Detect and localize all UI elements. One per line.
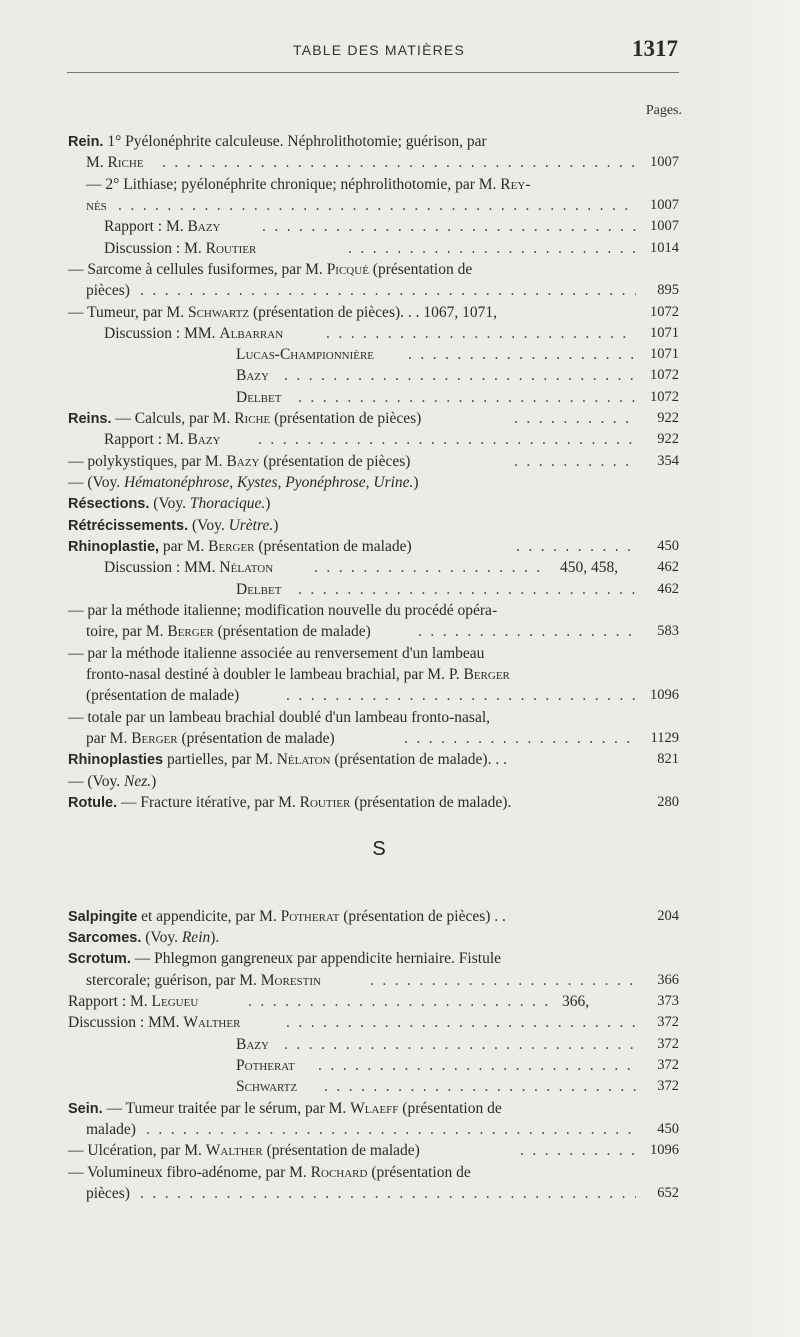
entry-text: [68, 792, 511, 814]
entry-text: [86, 728, 335, 749]
entry-text: [86, 621, 371, 642]
entry-text: [86, 1183, 130, 1204]
dot-leader: [326, 323, 636, 344]
entry-text: [86, 174, 530, 195]
entry-text-part: M.: [86, 154, 108, 171]
page-ref: 1129: [650, 730, 679, 746]
entry-text: [68, 906, 506, 928]
page-ref: 1007: [650, 218, 679, 234]
dot-leader: [284, 365, 636, 386]
entry-author: Bazy: [236, 367, 269, 384]
entry-text-part: par M.: [159, 538, 209, 555]
entry-text: [68, 749, 507, 771]
entry-text-part: (présentation de: [368, 261, 473, 278]
entry-crossref: Urètre.: [228, 517, 274, 534]
entry-text: [86, 195, 107, 216]
entry-keyword: Scrotum.: [68, 951, 131, 967]
index-entry: [0, 238, 800, 259]
entry-text-part: (présentation de malade). . .: [330, 751, 507, 768]
page-ref: 1096: [650, 1142, 679, 1158]
entry-text-part: (Voy.: [188, 517, 229, 534]
index-entry: [0, 728, 800, 749]
pages-column-label: Pages.: [645, 103, 682, 118]
page-ref: 462: [657, 581, 679, 597]
header-rule: [67, 72, 679, 73]
entry-text: [68, 536, 412, 558]
index-entry: [0, 451, 800, 472]
dot-leader: [348, 238, 636, 259]
dot-leader: [162, 152, 636, 173]
page-ref: 1071: [650, 346, 679, 362]
entry-keyword: Rhinoplastie,: [68, 539, 160, 555]
entry-text-part: — Tumeur traitée par le sérum, par M.: [102, 1100, 351, 1117]
index-entry: [0, 365, 800, 386]
entry-text-part: (présentation de pièces): [259, 453, 411, 470]
index-entry: [0, 174, 800, 195]
entry-text-part: fronto-nasal destiné à doubler le lambeau brachial, par M. P.: [86, 666, 464, 683]
entry-text-part: (présentation de pièces) . .: [339, 908, 506, 925]
entry-keyword: Rotule.: [68, 795, 118, 811]
entry-text-part: stercorale; guérison, par M.: [86, 972, 261, 989]
page-ref: 280: [657, 794, 679, 810]
entry-author: Rey-: [500, 176, 531, 193]
index-entry: [0, 344, 800, 365]
entry-author: Schwartz: [187, 304, 250, 321]
entry-author: Bazy: [236, 1036, 269, 1053]
entry-text-part: (présentation de malade): [213, 623, 371, 640]
entry-text-part: — Sarcome à cellules fusiformes, par M.: [68, 261, 327, 278]
index-entry: [0, 970, 800, 991]
entry-text: [236, 579, 281, 600]
dot-leader: [418, 621, 636, 642]
index-entry: [0, 749, 800, 770]
entry-text-part: ): [413, 474, 419, 491]
page-ref: 821: [657, 751, 679, 767]
entry-author: Bazy: [187, 218, 221, 235]
entry-text: [236, 1055, 295, 1076]
entry-text: [68, 948, 501, 970]
index-entry: [0, 472, 800, 493]
index-entry: [0, 792, 800, 813]
entry-text: [236, 1034, 269, 1055]
entry-keyword: Résections.: [68, 496, 150, 512]
page-ref: 354: [657, 453, 679, 469]
entry-author: Morestin: [260, 972, 321, 989]
index-entry: [0, 216, 800, 237]
entry-keyword: Sarcomes.: [68, 930, 142, 946]
entry-crossref: Nez.: [123, 773, 152, 790]
dot-leader: [370, 970, 636, 991]
entry-text: [68, 991, 198, 1012]
entry-text: [104, 238, 256, 259]
dot-leader: [262, 216, 636, 237]
page-ref: 1096: [650, 687, 679, 703]
entry-text-part: — (Voy.: [68, 773, 124, 790]
entry-text-part: (présentation de malade): [86, 687, 240, 704]
entry-text-part: (présentation de pièces): [270, 410, 422, 427]
entry-crossref: Thoracique.: [189, 495, 266, 512]
page-ref: 1072: [650, 304, 679, 320]
index-entry: [0, 685, 800, 706]
entry-text-part: malade): [86, 1121, 136, 1138]
page-ref: 450: [657, 538, 679, 554]
index-entry: [0, 408, 800, 429]
entry-page-range: 450, 458,: [560, 559, 619, 576]
entry-keyword: Sein.: [68, 1101, 103, 1117]
dot-leader: [258, 429, 636, 450]
entry-text-part: — par la méthode italienne; modification nouvelle du procédé opéra-: [68, 602, 498, 619]
index-entry: [0, 1140, 800, 1161]
entry-author: Riche: [234, 410, 271, 427]
entry-text-part: — 2° Lithiase; pyélonéphrite chronique; néphrolithotomie, par M.: [86, 176, 501, 193]
entry-text-part: ): [151, 773, 157, 790]
page-ref: 373: [657, 993, 679, 1009]
entry-text: [68, 408, 421, 430]
index-entry: [0, 323, 800, 344]
entry-crossref: Hématonéphrose, Kystes, Pyonéphrose, Urine.: [123, 474, 414, 491]
entry-author: Walther: [205, 1142, 263, 1159]
entry-text-part: (présentation de malade): [254, 538, 412, 555]
index-entry: [0, 152, 800, 173]
entry-text: [86, 280, 130, 301]
running-header-title: TABLE DES MATIÈRES: [292, 42, 465, 58]
index-entry: [0, 579, 800, 600]
index-entry: [0, 131, 800, 152]
dot-leader: [324, 1076, 636, 1097]
page-ref: 372: [657, 1036, 679, 1052]
entry-author: Lucas-Championnière: [236, 346, 375, 363]
entry-author: Wlaeff: [350, 1100, 399, 1117]
dot-leader: [318, 1055, 636, 1076]
dot-leader: [140, 280, 636, 301]
index-entry: [0, 927, 800, 948]
dot-leader: [118, 195, 636, 216]
index-entry: [0, 906, 800, 927]
entry-text: [68, 472, 419, 493]
page-ref: 450: [657, 1121, 679, 1137]
entry-text-part: Rapport : M.: [104, 431, 188, 448]
page-ref: 372: [657, 1057, 679, 1073]
entry-text-part: (présentation de malade): [262, 1142, 420, 1159]
entry-text-part: Rapport : M.: [68, 993, 152, 1010]
dot-leader: [284, 1034, 636, 1055]
entry-author: Riche: [107, 154, 144, 171]
entry-author: Berger: [167, 623, 214, 640]
index-entry: [0, 429, 800, 450]
entry-text-part: — Calculs, par M.: [111, 410, 235, 427]
entry-text: [68, 451, 410, 472]
index-entry: [0, 195, 800, 216]
page-ref: 1007: [650, 154, 679, 170]
entry-text: [104, 216, 220, 237]
entry-crossref: Rein: [181, 929, 211, 946]
index-entry: [0, 387, 800, 408]
entry-author: nès: [86, 197, 107, 214]
section-letter: S: [372, 838, 386, 860]
entry-author: Rochard: [310, 1164, 368, 1181]
index-entry: [0, 1098, 800, 1119]
entry-text-part: — Volumineux fibro-adénome, par M.: [68, 1164, 311, 1181]
dot-leader: [514, 408, 636, 429]
entry-text: [68, 131, 487, 153]
entry-text: [86, 970, 321, 991]
index-entry: [0, 1119, 800, 1140]
page-number: 1317: [632, 36, 678, 61]
entry-author: Nélaton: [276, 751, 331, 768]
entry-author: Potherat: [236, 1057, 295, 1074]
entry-author: Routier: [205, 240, 257, 257]
entry-text-part: pièces): [86, 1185, 130, 1202]
entry-text-part: toire, par M.: [86, 623, 168, 640]
dot-leader: [314, 557, 548, 578]
entry-text-part: — Ulcération, par M.: [68, 1142, 206, 1159]
entry-text-part: par M.: [86, 730, 132, 747]
entry-text: [86, 152, 144, 173]
entry-text-part: (Voy.: [141, 929, 182, 946]
entry-text: [68, 493, 270, 515]
entry-keyword: Rhinoplasties: [68, 752, 164, 768]
entry-author: Potherat: [280, 908, 340, 925]
entry-author: Schwartz: [236, 1078, 298, 1095]
entry-author: Picqué: [326, 261, 369, 278]
page-ref: 895: [657, 282, 679, 298]
entry-text: [68, 302, 497, 323]
page-ref: 922: [657, 410, 679, 426]
entry-text: [68, 1162, 471, 1183]
index-entry: [0, 259, 800, 280]
index-entry: [0, 1183, 800, 1204]
entry-text-part: (présentation de pièces). . . 1067, 1071,: [249, 304, 498, 321]
entry-text-part: — totale par un lambeau brachial doublé d'un lambeau fronto-nasal,: [68, 709, 491, 726]
dot-leader: [286, 1012, 636, 1033]
index-entry: [0, 771, 800, 792]
entry-text: [86, 664, 510, 685]
entry-text: [68, 1140, 420, 1161]
dot-leader: [514, 451, 636, 472]
dot-leader: [248, 991, 548, 1012]
entry-text: [68, 600, 497, 621]
entry-text: [68, 927, 219, 949]
page-ref: 372: [657, 1014, 679, 1030]
entry-text-part: — Fracture itérative, par M.: [117, 794, 300, 811]
entry-keyword: Salpingite: [68, 909, 138, 925]
page-ref: 583: [657, 623, 679, 639]
index-entry: [0, 1162, 800, 1183]
entry-text: [68, 1012, 240, 1033]
entry-text: [68, 1098, 502, 1120]
entry-author: Berger: [131, 730, 178, 747]
index-entry: [0, 515, 800, 536]
dot-leader: [140, 1183, 636, 1204]
entry-text-part: — (Voy.: [68, 474, 124, 491]
entry-text: [86, 1119, 136, 1140]
entry-text-part: — polykystiques, par M.: [68, 453, 227, 470]
entry-keyword: Rein.: [68, 134, 104, 150]
dot-leader: [146, 1119, 636, 1140]
page-ref: 1071: [650, 325, 679, 341]
entry-keyword: Rétrécissements.: [68, 518, 189, 534]
entry-text-part: partielles, par M.: [163, 751, 277, 768]
entry-text-part: ).: [210, 929, 220, 946]
entry-text: [104, 429, 220, 450]
entry-text-part: — Tumeur, par M.: [68, 304, 188, 321]
entry-text-part: Discussion : MM.: [104, 559, 220, 576]
entry-text: [68, 771, 156, 792]
entry-author: Delbet: [236, 581, 282, 598]
entry-author: Walther: [183, 1014, 241, 1031]
index-entry: [0, 948, 800, 969]
page-ref: 1007: [650, 197, 679, 213]
entry-text-part: 1° Pyélonéphrite calculeuse. Néphrolithotomie; guérison, par: [103, 133, 487, 150]
entry-text: [104, 557, 273, 578]
entry-text-part: (Voy.: [149, 495, 190, 512]
entry-text: [86, 685, 239, 706]
entry-text: [68, 259, 472, 280]
entry-text-part: Discussion : MM.: [68, 1014, 184, 1031]
dot-leader: [516, 536, 636, 557]
entry-text: [104, 323, 283, 344]
entry-text-part: ): [273, 517, 279, 534]
index-entry: [0, 600, 800, 621]
entry-text: [68, 515, 278, 537]
entry-keyword: Reins.: [68, 411, 112, 427]
index-entry: [0, 664, 800, 685]
index-entry: [0, 1055, 800, 1076]
index-entry: [0, 557, 800, 578]
entry-author: Berger: [208, 538, 255, 555]
index-entry: [0, 991, 800, 1012]
page-ref: 652: [657, 1185, 679, 1201]
entry-text-part: (présentation de malade): [177, 730, 335, 747]
index-entry: [0, 280, 800, 301]
index-entry: [0, 536, 800, 557]
entry-author: Bazy: [226, 453, 260, 470]
index-entry: [0, 493, 800, 514]
index-entry: [0, 1034, 800, 1055]
entry-author: Bazy: [187, 431, 221, 448]
entry-text-part: et appendicite, par M.: [137, 908, 281, 925]
index-entry: [0, 621, 800, 642]
entry-text-part: (présentation de malade).: [350, 794, 512, 811]
entry-text-part: (présentation de: [367, 1164, 471, 1181]
page-ref: 1072: [650, 389, 679, 405]
entry-text-part: Discussion : MM.: [104, 325, 220, 342]
entry-author: Legueu: [151, 993, 199, 1010]
entry-text: [68, 643, 484, 664]
index-entry: [0, 643, 800, 664]
entry-text-part: Rapport : M.: [104, 218, 188, 235]
dot-leader: [408, 344, 636, 365]
entry-text-part: — par la méthode italienne associée au renversement d'un lambeau: [68, 645, 485, 662]
entry-text: [236, 1076, 297, 1097]
entry-author: Albarran: [219, 325, 284, 342]
entry-author: Berger: [463, 666, 510, 683]
dot-leader: [404, 728, 636, 749]
dot-leader: [298, 579, 636, 600]
dot-leader: [298, 387, 636, 408]
entry-page-range: 366,: [562, 993, 590, 1010]
entry-text-part: (présentation de: [398, 1100, 502, 1117]
entry-author: Routier: [299, 794, 351, 811]
page-ref: 1072: [650, 367, 679, 383]
page-ref: 204: [657, 908, 679, 924]
entry-text: [236, 387, 281, 408]
entry-text-part: ): [265, 495, 271, 512]
page-ref: 1014: [650, 240, 679, 256]
entry-text: [68, 707, 490, 728]
index-entry: [0, 1076, 800, 1097]
page-ref: 922: [657, 431, 679, 447]
entry-text-part: — Phlegmon gangreneux par appendicite herniaire. Fistule: [130, 950, 502, 967]
index-entry: [0, 302, 800, 323]
dot-leader: [520, 1140, 636, 1161]
entry-author: Delbet: [236, 389, 282, 406]
page-ref: 366: [657, 972, 679, 988]
index-entry: [0, 707, 800, 728]
entry-text-part: pièces): [86, 282, 130, 299]
entry-text: [236, 365, 269, 386]
entry-text-part: Discussion : M.: [104, 240, 206, 257]
page-ref: 462: [657, 559, 679, 575]
index-entry: [0, 1012, 800, 1033]
dot-leader: [286, 685, 636, 706]
entry-author: Nélaton: [219, 559, 274, 576]
page-ref: 372: [657, 1078, 679, 1094]
entry-text: [236, 344, 374, 365]
